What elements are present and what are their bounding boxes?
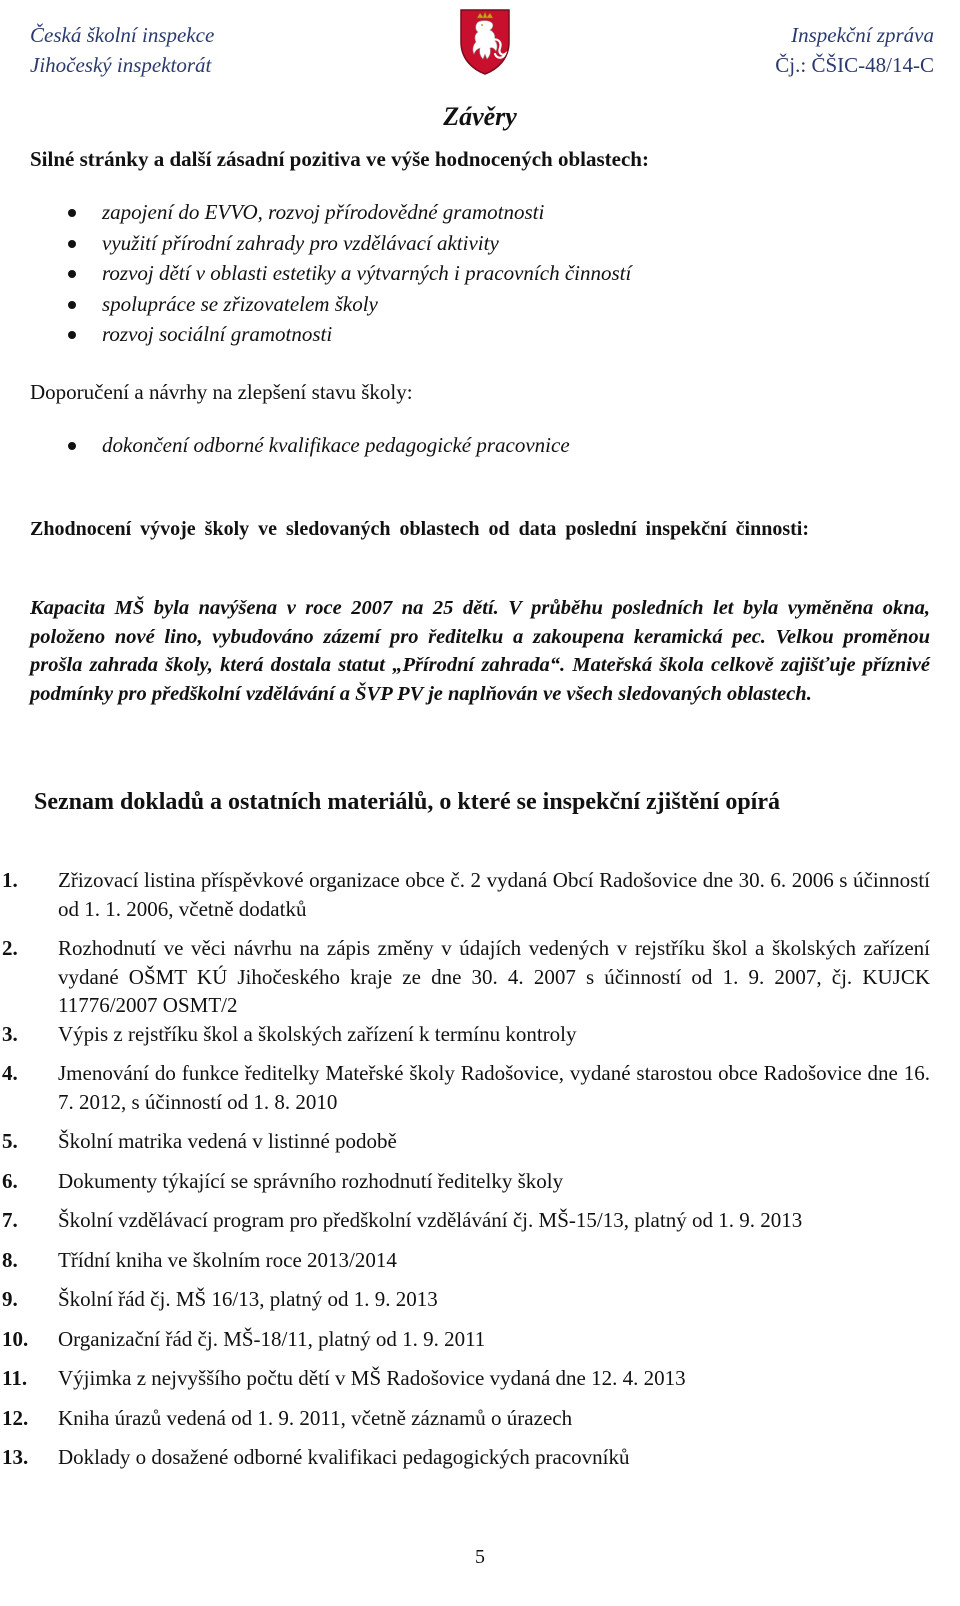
- item-number: 9.: [2, 1287, 18, 1311]
- header-left: [30, 20, 214, 80]
- list-item: zapojení do EVVO, rozvoj přírodovědné gramotnosti: [30, 197, 631, 228]
- item-number: 7.: [2, 1208, 18, 1232]
- list-item: dokončení odborné kvalifikace pedagogické pracovnice: [30, 430, 570, 461]
- item-text: Školní řád čj. MŠ 16/13, platný od 1. 9. 2013: [58, 1287, 438, 1311]
- item-text: Třídní kniha ve školním roce 2013/2014: [58, 1247, 397, 1272]
- item-text: Školní vzdělávací program pro předškolní vzdělávání čj. MŠ-15/13, platný od 1. 9. 2013: [58, 1208, 803, 1232]
- recommendations-heading: Doporučení a návrhy na zlepšení stavu školy:: [30, 380, 413, 404]
- item-number: 4.: [2, 1061, 18, 1085]
- item-text: Výjimka z nejvyššího počtu dětí v MŠ Radošovice vydaná dne 12. 4. 2013: [58, 1366, 686, 1390]
- item-number: 6.: [2, 1168, 18, 1193]
- list-item: [0, 934, 960, 1020]
- item-number: 3.: [2, 1021, 18, 1046]
- item-text: Školní matrika vedená v listinné podobě: [58, 1129, 397, 1153]
- item-text: Zřizovací listina příspěvkové organizace obce č. 2 vydaná Obcí Radošovice dne 30. 6. 2006 s účinností od 1. 1. 2006, včetně dodatků: [58, 868, 930, 921]
- item-number: 2.: [2, 936, 18, 960]
- list-item: [0, 1443, 960, 1472]
- header-right: [775, 20, 934, 80]
- list-item: [0, 1285, 960, 1314]
- item-number: 10.: [2, 1326, 29, 1351]
- item-text: Doklady o dosažené odborné kvalifikaci pedagogických pracovníků: [58, 1445, 630, 1469]
- development-heading: Zhodnocení vývoje školy ve sledovaných oblastech od data poslední inspekční činnosti:: [30, 518, 810, 540]
- strengths-heading: Silné stránky a další zásadní pozitiva ve výše hodnocených oblastech:: [30, 147, 649, 171]
- list-item: [0, 1127, 960, 1156]
- page-number: 5: [475, 1546, 485, 1568]
- header-report-type: Inspekční zpráva: [791, 23, 934, 47]
- item-number: 8.: [2, 1247, 18, 1272]
- list-item: [0, 1404, 960, 1433]
- list-item: [0, 1167, 960, 1196]
- list-item: [0, 1364, 960, 1393]
- list-item: [0, 1020, 960, 1049]
- strengths-list: [30, 197, 631, 350]
- czech-lion-coat-of-arms-icon: [456, 4, 514, 76]
- recommendations-list: [30, 430, 570, 461]
- list-item: [0, 1206, 960, 1235]
- item-text: Výpis z rejstříku škol a školských zařízení k termínu kontroly: [58, 1021, 577, 1046]
- item-text: Jmenování do funkce ředitelky Mateřské školy Radošovice, vydané starostou obce Radošovice dne 16. 7. 2012, s účinností od 1. 8. 2010: [58, 1061, 930, 1114]
- item-text: Kniha úrazů vedená od 1. 9. 2011, včetně záznamů o úrazech: [58, 1405, 573, 1430]
- item-text: Rozhodnutí ve věci návrhu na zápis změny v údajích vedených v rejstříku škol a školských zařízení vydané OŠMT KÚ Jihočeského kraje ze dne 30. 4. 2007 s účinností od 1. 9. 2007, čj. KUJCK 11776/2007 OSMT/2: [58, 936, 930, 1017]
- item-number: 1.: [2, 868, 18, 892]
- documents-list: [0, 866, 960, 1472]
- list-item: rozvoj sociální gramotnosti: [30, 319, 631, 350]
- item-number: 13.: [2, 1445, 29, 1469]
- header-institution: Česká školní inspekce: [30, 23, 215, 47]
- development-paragraph: Kapacita MŠ byla navýšena v roce 2007 na 25 dětí. V průběhu posledních let byla vyměněna okna, položeno nové lino, vybudováno zázemí pro ředitelku a zakoupena keramická pec. Velkou proměnou prošla zahrada školy, která dostala statut „Přírodní zahrada“. Mateřská škola celkově zajišťuje příznivé podmínky pro předškolní vzdělávání a ŠVP PV je naplňován ve všech sledovaných oblastech.: [30, 597, 930, 705]
- list-item: [0, 1059, 960, 1116]
- list-item: [0, 866, 960, 923]
- list-item: rozvoj dětí v oblasti estetiky a výtvarných i pracovních činností: [30, 258, 631, 289]
- item-number: 5.: [2, 1129, 18, 1153]
- emblem-svg: [456, 4, 514, 76]
- list-item: spolupráce se zřizovatelem školy: [30, 289, 631, 320]
- header-inspectorate: Jihočeský inspektorát: [30, 53, 212, 77]
- item-text: Organizační řád čj. MŠ-18/11, platný od 1. 9. 2011: [58, 1326, 486, 1351]
- list-item: využití přírodní zahrady pro vzdělávací aktivity: [30, 228, 631, 259]
- item-text: Dokumenty týkající se správního rozhodnutí ředitelky školy: [58, 1168, 564, 1193]
- header-reference-number: Čj.: ČŠIC-48/14-C: [775, 53, 934, 77]
- list-item: [0, 1325, 960, 1354]
- list-item: [0, 1246, 960, 1275]
- item-number: 12.: [2, 1405, 29, 1430]
- item-number: 11.: [2, 1366, 28, 1390]
- section-title: Závěry: [443, 102, 517, 131]
- documents-heading: Seznam dokladů a ostatních materiálů, o které se inspekční zjištění opírá: [34, 789, 781, 815]
